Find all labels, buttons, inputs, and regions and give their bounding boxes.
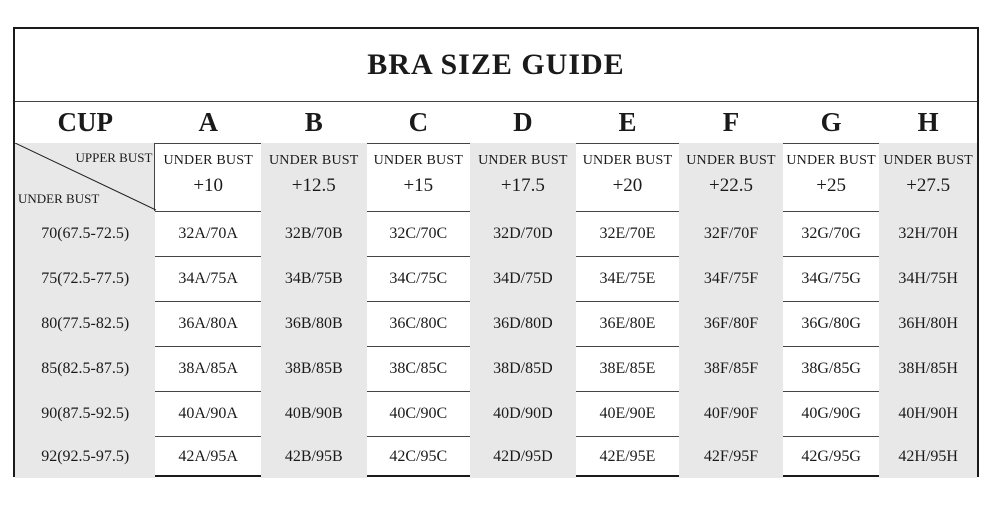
underbust-range: 80(77.5-82.5) <box>15 301 155 346</box>
size-row <box>15 256 977 302</box>
offset-label: UNDER BUST <box>883 153 973 168</box>
size-cell: 36H/80H <box>879 301 977 346</box>
cup-header-row <box>15 101 977 144</box>
size-cell: 34E/75E <box>599 269 656 287</box>
size-cell: 34H/75H <box>879 256 977 301</box>
size-cell: 42F/95F <box>679 436 783 478</box>
size-cell: 32B/70B <box>261 211 367 256</box>
size-cell: 36E/80E <box>599 314 656 332</box>
size-cell: 38E/85E <box>599 359 656 377</box>
under-bust-label: UNDER BUST <box>18 191 100 206</box>
size-cell: 36B/80B <box>261 301 367 346</box>
cup-c: C <box>408 106 429 137</box>
cup-a: A <box>198 106 218 137</box>
size-row <box>15 346 977 392</box>
size-cell: 36A/80A <box>178 314 238 332</box>
upper-bust-label: UPPER BUST <box>75 150 153 165</box>
size-cell: 34D/75D <box>470 256 576 301</box>
size-cell: 38C/85C <box>389 359 448 377</box>
offset-label: UNDER BUST <box>582 153 673 168</box>
offset-cell <box>879 143 977 211</box>
underbust-range: 92(92.5-97.5) <box>15 436 155 478</box>
size-cell: 40B/90B <box>261 391 367 436</box>
size-cell: 32H/70H <box>879 211 977 256</box>
size-cell: 40C/90C <box>389 404 448 422</box>
size-row <box>15 301 977 347</box>
offset-value: +27.5 <box>906 175 951 196</box>
underbust-range: 75(72.5-77.5) <box>15 256 155 301</box>
size-cell: 32F/70F <box>679 211 783 256</box>
offset-value: +10 <box>193 175 224 196</box>
size-cell: 38D/85D <box>470 346 576 391</box>
offset-label: UNDER BUST <box>373 153 464 168</box>
cup-e: E <box>618 106 637 137</box>
offset-value: +22.5 <box>709 175 753 196</box>
size-cell: 32C/70C <box>389 224 448 242</box>
offset-label: UNDER BUST <box>786 153 876 168</box>
size-cell: 40D/90D <box>470 391 576 436</box>
offset-label: UNDER BUST <box>478 153 568 168</box>
size-chart <box>13 27 979 477</box>
size-cell: 36D/80D <box>470 301 576 346</box>
offset-cell <box>367 143 471 211</box>
offset-label: UNDER BUST <box>163 153 253 168</box>
offset-value: +17.5 <box>500 175 545 196</box>
cup-h: H <box>917 106 939 137</box>
offset-value: +15 <box>403 175 434 196</box>
offset-cell <box>576 143 680 211</box>
cup-label: CUP <box>57 106 113 137</box>
size-cell: 42D/95D <box>470 436 576 478</box>
cup-b: B <box>304 106 323 137</box>
size-cell: 36G/80G <box>801 314 861 332</box>
size-cell: 34F/75F <box>679 256 783 301</box>
size-cell: 40G/90G <box>801 404 861 422</box>
size-cell: 42C/95C <box>389 448 448 465</box>
size-cell: 32E/70E <box>599 224 656 242</box>
size-cell: 42A/95A <box>178 448 238 465</box>
size-cell: 42G/95G <box>801 448 861 465</box>
offset-cell <box>261 143 367 211</box>
size-row <box>15 211 977 257</box>
size-cell: 38B/85B <box>261 346 367 391</box>
size-cell: 36C/80C <box>389 314 448 332</box>
size-row <box>15 391 977 437</box>
size-cell: 42B/95B <box>261 436 367 478</box>
offset-cell <box>470 143 576 211</box>
size-cell: 34A/75A <box>178 269 238 287</box>
underbust-range: 70(67.5-72.5) <box>15 211 155 256</box>
size-cell: 42H/95H <box>879 436 977 478</box>
size-cell: 38A/85A <box>178 359 238 377</box>
chart-title: BRA SIZE GUIDE <box>15 29 977 102</box>
cup-f: F <box>722 106 740 137</box>
size-cell: 32D/70D <box>470 211 576 256</box>
size-cell: 34G/75G <box>801 269 861 287</box>
size-cell: 42E/95E <box>599 448 656 465</box>
offset-label: UNDER BUST <box>686 153 776 168</box>
cup-d: D <box>513 106 533 137</box>
size-cell: 40E/90E <box>599 404 656 422</box>
size-cell: 34B/75B <box>261 256 367 301</box>
size-cell: 32G/70G <box>801 224 861 242</box>
offset-value: +12.5 <box>291 175 336 196</box>
offset-cell <box>783 143 880 211</box>
size-cell: 38G/85G <box>801 359 861 377</box>
underbust-range: 85(82.5-87.5) <box>15 346 155 391</box>
underbust-range: 90(87.5-92.5) <box>15 391 155 436</box>
size-cell: 38H/85H <box>879 346 977 391</box>
offset-cell <box>679 143 783 211</box>
size-cell: 38F/85F <box>679 346 783 391</box>
offset-row <box>15 143 977 212</box>
size-cell: 40H/90H <box>879 391 977 436</box>
size-cell: 40A/90A <box>178 404 238 422</box>
size-cell: 34C/75C <box>389 269 448 287</box>
offset-value: +25 <box>816 175 846 196</box>
cup-g: G <box>820 106 842 137</box>
size-row <box>15 436 977 478</box>
size-cell: 40F/90F <box>679 391 783 436</box>
offset-cell <box>155 143 261 211</box>
offset-value: +20 <box>612 175 643 196</box>
size-cell: 32A/70A <box>178 224 238 242</box>
offset-label: UNDER BUST <box>269 153 359 168</box>
size-cell: 36F/80F <box>679 301 783 346</box>
corner-cell <box>15 143 155 211</box>
